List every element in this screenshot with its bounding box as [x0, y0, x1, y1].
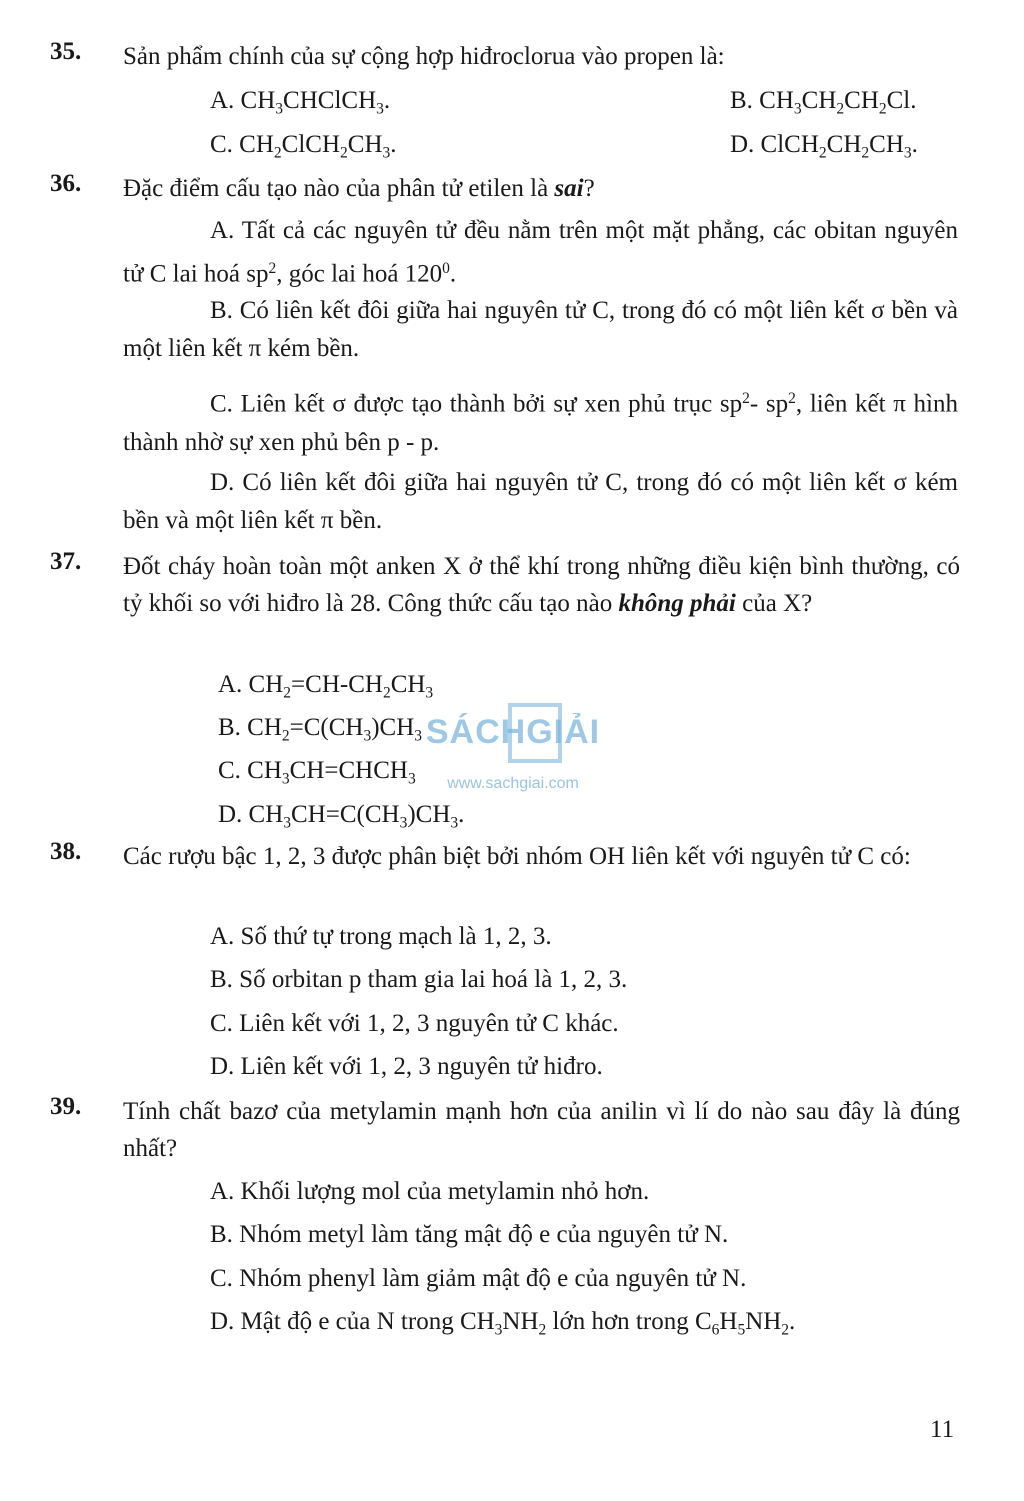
question-text: Các rượu bậc 1, 2, 3 được phân biệt bởi nhóm OH liên kết với nguyên tử C có:	[123, 843, 911, 870]
option-36-b: B. Có liên kết đôi giữa hai nguyên tử C, trong đó có một liên kết σ bền và một liên kết π kém bền.	[123, 297, 958, 362]
question-text: Đặc điểm cấu tạo nào của phân tử etilen là sai?	[123, 175, 595, 202]
question-37	[50, 548, 970, 622]
option-37-c: C. $CH_3CH=CHCH_3$	[218, 757, 416, 788]
page-number: 11	[930, 1416, 955, 1443]
option-37-b: B. $CH_2=C(CH_3)CH_3$	[218, 714, 423, 745]
watermark	[408, 703, 618, 793]
question-36	[50, 170, 970, 207]
option-36-a: A. Tất cả các nguyên tử đều nằm trên một mặt phẳng, các obitan nguyên tử C lai hoá $sp^2$, góc lai hoá $120^0$.	[123, 217, 958, 288]
option-38-d: D. Liên kết với 1, 2, 3 nguyên tử hiđro.	[210, 1053, 603, 1080]
question-text: Tính chất bazơ của metylamin mạnh hơn của anilin vì lí do nào sau đây là đúng nhất?	[123, 1098, 960, 1162]
question-number: 35.	[50, 38, 82, 65]
question-text: Sản phẩm chính của sự cộng hợp hiđroclorua vào propen là:	[123, 43, 725, 70]
option-39-a: A. Khối lượng mol của metylamin nhỏ hơn.	[210, 1178, 650, 1205]
option-35-a: A. $CH_3CHClCH_3$.	[210, 87, 391, 118]
question-38	[50, 838, 970, 875]
option-39-d: D. Mật độ e của N trong $CH_3NH_2$ lớn hơn trong $C_6H_5NH_2$.	[210, 1308, 796, 1339]
option-39-c: C. Nhóm phenyl làm giảm mật độ e của nguyên tử N.	[210, 1265, 747, 1292]
option-35-d: D. $ClCH_2CH_2CH_3$.	[730, 131, 918, 162]
option-36-c: C. Liên kết σ được tạo thành bởi sự xen phủ trục $sp^2-$ $sp^2$, liên kết π hình thành nhờ sự xen phủ bên p - p.	[123, 390, 958, 456]
option-38-b: B. Số orbitan p tham gia lai hoá là 1, 2, 3.	[210, 966, 628, 993]
option-36-d: D. Có liên kết đôi giữa hai nguyên tử C, trong đó có một liên kết σ kém bền và một liên kết π bền.	[123, 469, 958, 534]
question-number: 38.	[50, 838, 82, 865]
option-38-a: A. Số thứ tự trong mạch là 1, 2, 3.	[210, 923, 552, 950]
option-35-c: C. $CH_2ClCH_2CH_3$.	[210, 131, 397, 162]
option-38-c: C. Liên kết với 1, 2, 3 nguyên tử C khác.	[210, 1010, 619, 1037]
question-text: Đốt cháy hoàn toàn một anken X ở thể khí trong những điều kiện bình thường, có tỷ khối so với hiđro là 28. Công thức cấu tạo nào không phải của X?	[123, 553, 960, 617]
question-35	[50, 38, 970, 75]
question-number: 37.	[50, 548, 82, 575]
option-39-b: B. Nhóm metyl làm tăng mật độ e của nguyên tử N.	[210, 1221, 729, 1248]
watermark-brand: SÁCHGIẢI	[425, 713, 601, 751]
option-37-d: D. $CH_3CH=C(CH_3)CH_3$.	[218, 801, 465, 832]
option-35-b: B. $CH_3CH_2CH_2Cl$.	[730, 87, 917, 118]
option-37-a: A. $CH_2=CH-CH_2CH_3$	[218, 671, 434, 702]
question-number: 39.	[50, 1093, 82, 1120]
watermark-url: www.sachgiai.com	[447, 775, 579, 792]
question-39	[50, 1093, 970, 1167]
question-number: 36.	[50, 170, 82, 197]
